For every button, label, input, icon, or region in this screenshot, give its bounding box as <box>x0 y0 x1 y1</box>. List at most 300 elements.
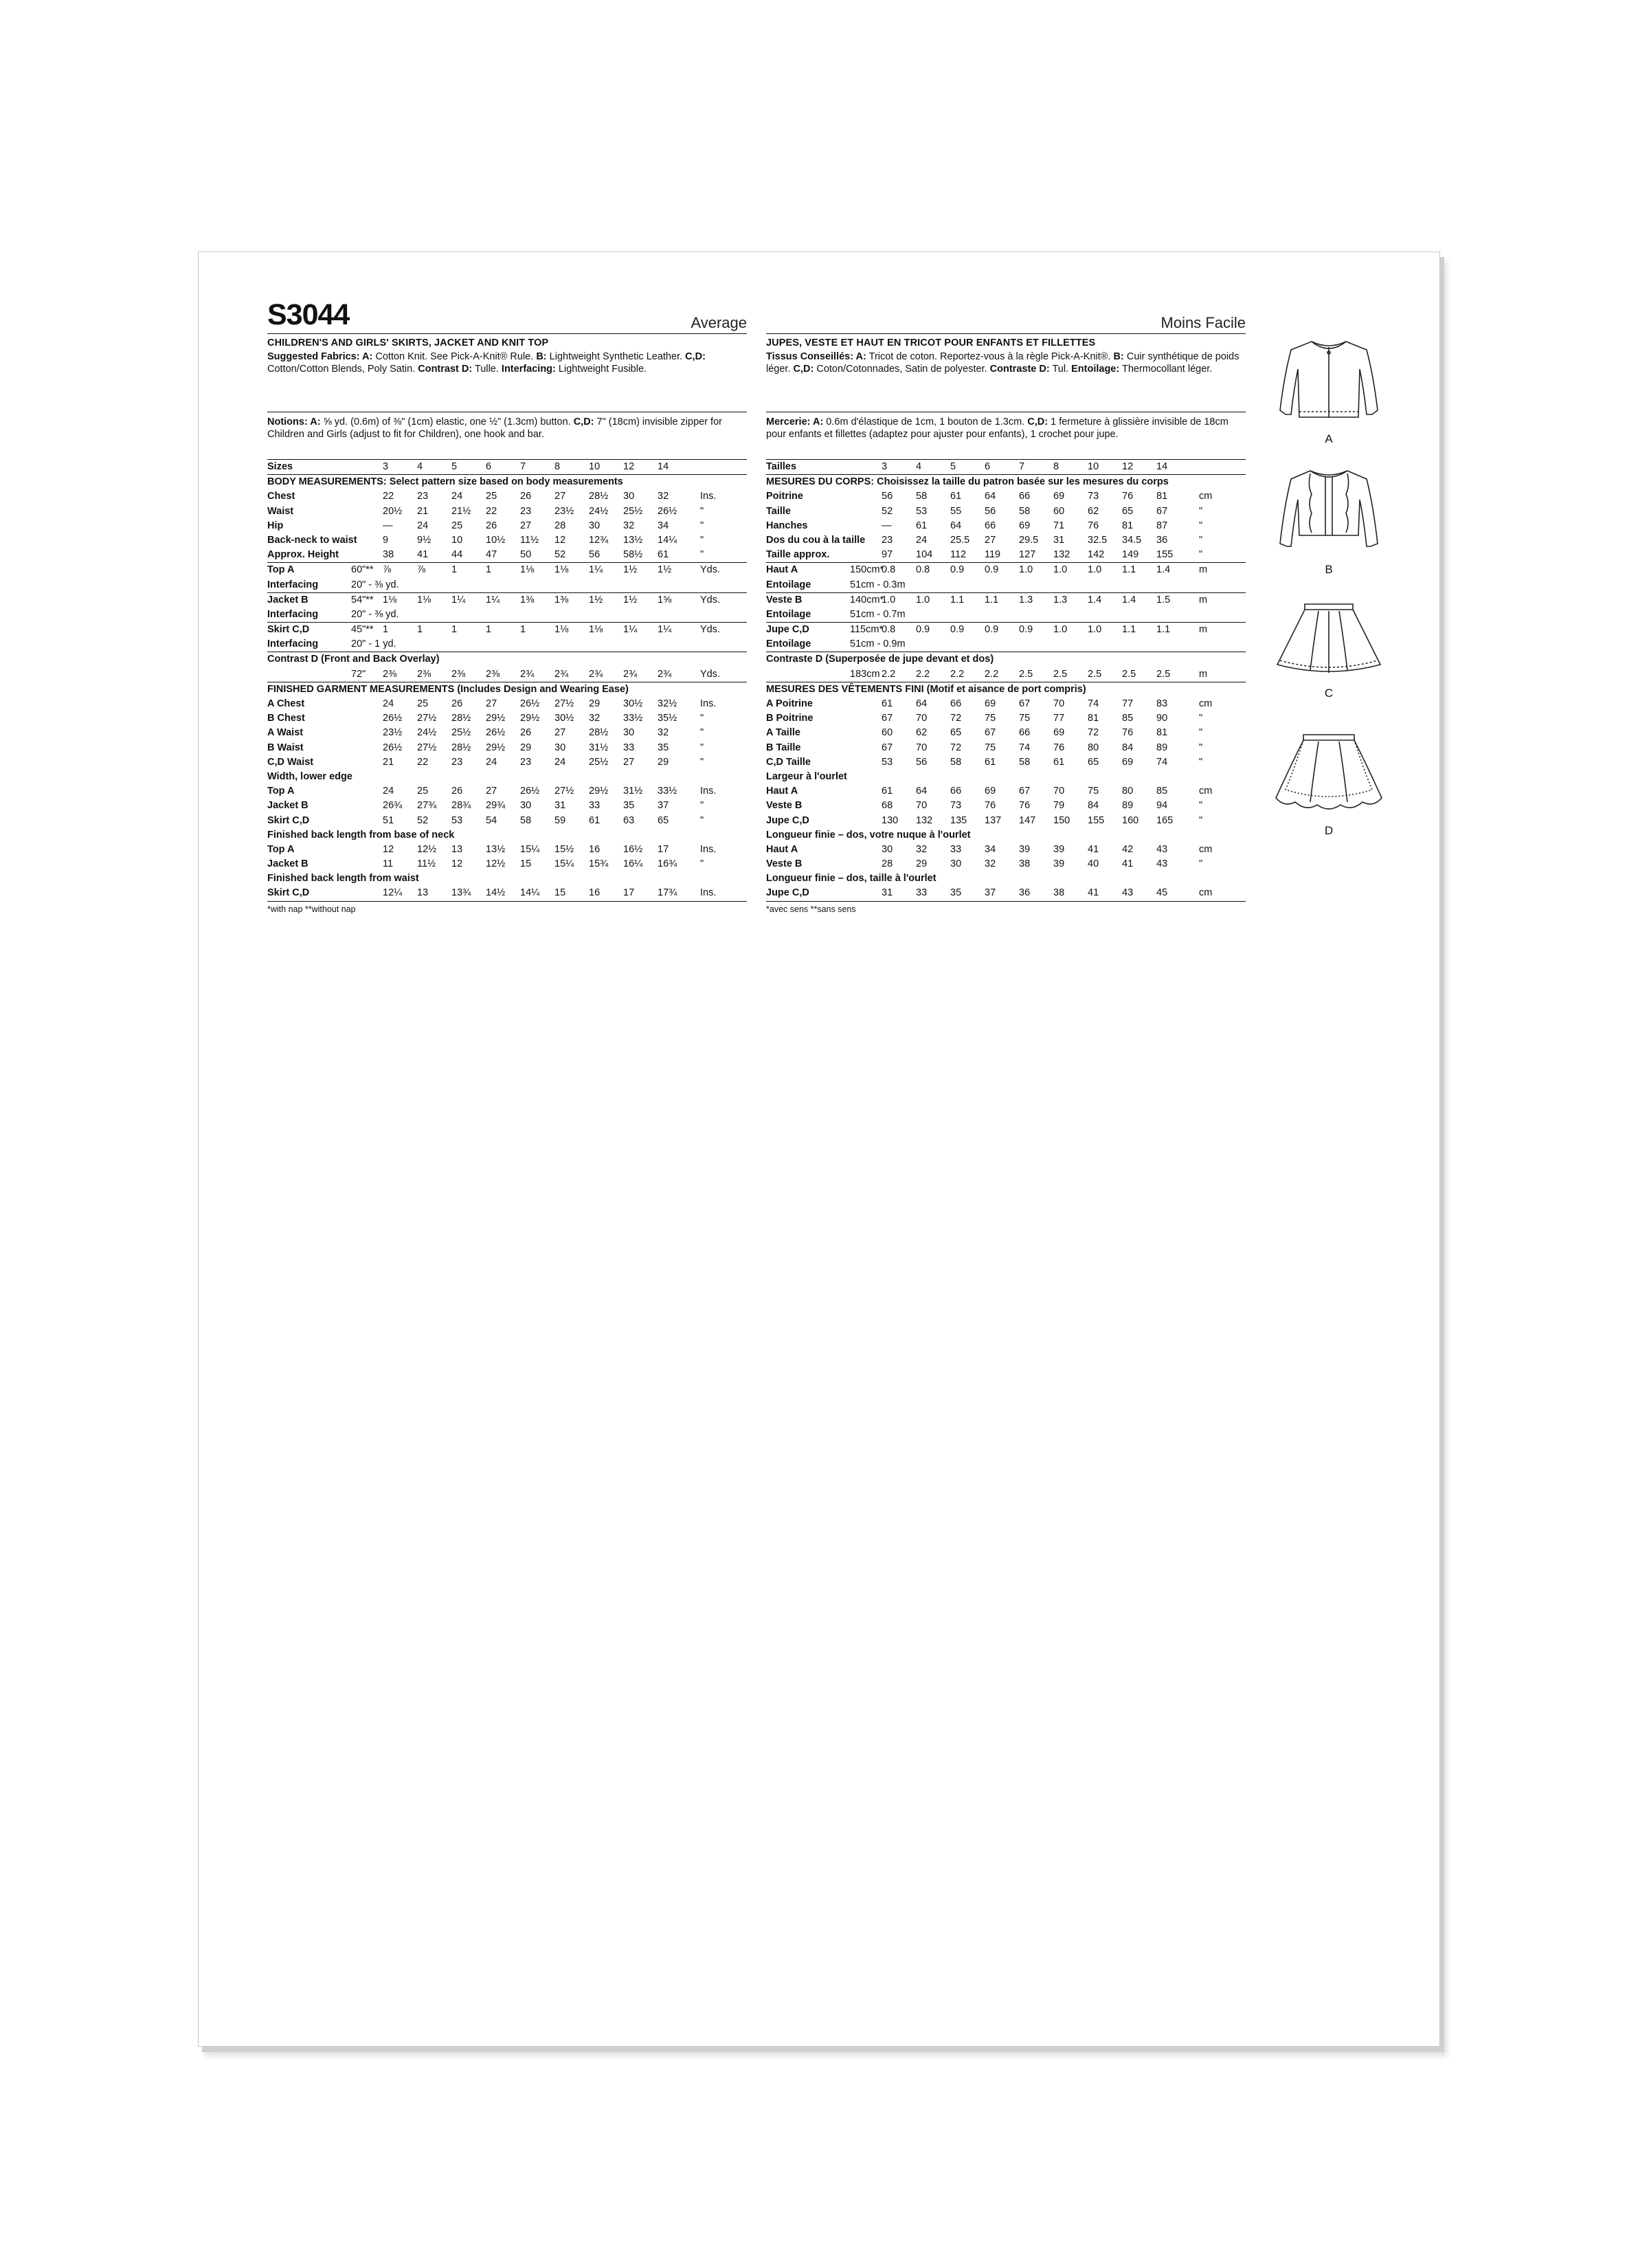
table-row <box>267 843 747 857</box>
table-row <box>267 711 747 726</box>
table-cell: 119 <box>985 549 1001 561</box>
table-cell: 31 <box>554 800 566 812</box>
table-cell: 2¾ <box>520 668 535 680</box>
table-cell: 25.5 <box>950 534 970 546</box>
notions-fr <box>766 412 1246 441</box>
table-cell: ⅞ <box>417 564 426 576</box>
row-label: Haut A <box>766 843 798 855</box>
table-row <box>267 578 747 592</box>
table-cell: 97 <box>882 549 893 561</box>
text: Coton/Cotonnades, Satin de polyester. <box>814 363 990 375</box>
table-cell: m <box>1199 624 1208 636</box>
table-cell: 72 <box>950 713 962 724</box>
table-cell: 75 <box>1019 713 1031 724</box>
table-cell: 27 <box>486 786 497 797</box>
table-cell: 1 <box>486 624 492 636</box>
table-cell: 9½ <box>417 534 431 546</box>
table-cell: 30 <box>589 520 601 531</box>
table-cell: 2.2 <box>916 668 930 680</box>
table-cell: 15¾ <box>589 858 609 870</box>
table-cell: 81 <box>1156 727 1168 739</box>
table-row <box>267 886 747 900</box>
table-cell: 70 <box>916 800 928 812</box>
row-label: Chest <box>267 491 295 502</box>
table-cell: 30½ <box>623 698 643 709</box>
table-cell: 29 <box>520 742 532 753</box>
text: Cotton Knit. See Pick-A-Knit® Rule. <box>372 351 537 362</box>
table-cell: 29½ <box>589 786 609 797</box>
table-cell: 32 <box>658 727 669 739</box>
suggested-fabrics <box>267 351 747 375</box>
row-label: B Chest <box>267 713 305 724</box>
table-cell: 75 <box>985 713 996 724</box>
table-cell: 26½ <box>383 713 403 724</box>
row-label: Width, lower edge <box>267 770 352 782</box>
table-cell: 81 <box>1122 520 1134 531</box>
table-cell: 87 <box>1156 520 1168 531</box>
table-row <box>267 755 747 770</box>
table-cell: 67 <box>985 727 996 739</box>
table-cell: 89 <box>1122 800 1134 812</box>
table-cell: 14¼ <box>658 534 677 546</box>
table-row <box>766 533 1246 548</box>
table-cell: 30 <box>882 843 893 855</box>
table-cell: 62 <box>916 727 928 739</box>
text: Tul. <box>1049 363 1072 375</box>
table-cell: 35½ <box>658 713 677 724</box>
table-row <box>766 871 1246 886</box>
table-cell: 64 <box>950 520 962 531</box>
table-cell: 37 <box>985 887 996 899</box>
table-cell: 70 <box>916 713 928 724</box>
table-cell: 1½ <box>589 594 603 605</box>
pattern-code: S3044 <box>267 298 350 331</box>
table-cell: 1.0 <box>1053 624 1068 636</box>
row-label: Finished back length from base of neck <box>267 829 455 841</box>
table-cell: 83 <box>1156 698 1168 709</box>
table-cell: 1 <box>417 624 423 636</box>
table-cell: 2.5 <box>1156 668 1171 680</box>
table-cell: 10½ <box>486 534 506 546</box>
table-cell: 53 <box>451 814 463 826</box>
table-cell: 26½ <box>658 505 677 517</box>
table-cell: 42 <box>1122 843 1134 855</box>
table-cell: 31 <box>1053 534 1065 546</box>
bold-label: C,D: <box>793 363 814 375</box>
text: Cotton/Cotton Blends, Poly Satin. <box>267 363 418 375</box>
table-cell: 69 <box>1053 491 1065 502</box>
table-cell: 4 <box>417 461 423 472</box>
table-cell: 59 <box>554 814 566 826</box>
table-cell: 142 <box>1088 549 1105 561</box>
row-label: Interfacing <box>267 608 319 620</box>
table-cell: 51 <box>383 814 394 826</box>
table-cell: " <box>1199 534 1203 546</box>
table-cell: 34 <box>658 520 669 531</box>
row-label: Jacket B <box>267 800 309 812</box>
table-cell: 61 <box>882 698 893 709</box>
table-cell: 58 <box>520 814 532 826</box>
table-cell: 13½ <box>486 843 506 855</box>
table-cell: 2.5 <box>1122 668 1136 680</box>
table-cell: 72" <box>351 668 366 680</box>
table-cell: 76 <box>1122 491 1134 502</box>
table-cell: 12¾ <box>589 534 609 546</box>
table-cell: 28½ <box>451 742 471 753</box>
row-label: Hip <box>267 520 284 531</box>
bold-label: B: <box>536 351 547 362</box>
table-cell: 25 <box>451 520 463 531</box>
table-cell: 6 <box>985 461 991 472</box>
table-cell: 24 <box>916 534 928 546</box>
table-cell: 10 <box>1088 461 1099 472</box>
bold-label: Interfacing: <box>501 363 556 375</box>
table-cell: 11 <box>383 858 394 870</box>
row-label: Veste B <box>766 858 803 870</box>
skirt-c-drawing <box>1270 596 1387 685</box>
table-cell: 1 <box>520 624 526 636</box>
text: Lightweight Fusible. <box>555 363 647 375</box>
table-cell: 112 <box>950 549 967 561</box>
bold-label: Contraste D: <box>989 363 1050 375</box>
table-row <box>766 799 1246 813</box>
table-cell: 1.4 <box>1156 564 1171 576</box>
row-label: Entoilage <box>766 638 811 650</box>
bold-label: Entoilage: <box>1071 363 1120 375</box>
table-cell: " <box>1199 713 1203 724</box>
table-cell: 0.9 <box>985 624 999 636</box>
table-cell: 73 <box>1088 491 1099 502</box>
table-cell: 11½ <box>417 858 436 870</box>
table-row <box>766 755 1246 770</box>
table-cell: 29 <box>589 698 601 709</box>
table-cell: 1.4 <box>1122 594 1136 605</box>
table-cell: 26 <box>520 727 532 739</box>
table-cell: 12 <box>383 843 394 855</box>
table-cell: 5 <box>950 461 956 472</box>
table-cell: 29½ <box>486 742 506 753</box>
text: Thermocollant léger. <box>1119 363 1213 375</box>
table-cell: 75 <box>1088 786 1099 797</box>
table-cell: 45"** <box>351 624 374 636</box>
table-row <box>267 504 747 519</box>
table-cell: 25 <box>486 491 497 502</box>
table-cell: 29 <box>916 858 928 870</box>
table-cell: 13 <box>451 843 463 855</box>
table-row <box>267 608 747 622</box>
table-cell: 12 <box>623 461 635 472</box>
row-label: Contrast D (Front and Back Overlay) <box>267 654 440 665</box>
table-cell: 85 <box>1156 786 1168 797</box>
table-cell: Ins. <box>700 887 717 899</box>
table-cell: 27 <box>554 727 566 739</box>
table-cell: 84 <box>1122 742 1134 753</box>
table-cell: " <box>1199 727 1203 739</box>
table-cell: 21½ <box>451 505 471 517</box>
skirt-d-drawing <box>1270 726 1387 823</box>
row-label: Hanches <box>766 520 808 531</box>
table-cell: 62 <box>1088 505 1099 517</box>
row-label: A Poitrine <box>766 698 813 709</box>
table-cell: 66 <box>1019 727 1031 739</box>
table-cell: 16 <box>589 843 601 855</box>
knit-top-drawing <box>1270 328 1387 431</box>
table-cell: " <box>1199 814 1203 826</box>
table-cell: 7 <box>520 461 526 472</box>
table-cell: 1⅛ <box>520 564 535 576</box>
header-fr <box>766 303 1246 334</box>
view-label-a: A <box>1325 432 1333 445</box>
table-cell: 76 <box>985 800 996 812</box>
table-cell: 47 <box>486 549 497 561</box>
row-label: Skirt C,D <box>267 814 310 826</box>
table-cell: 1.0 <box>1088 564 1102 576</box>
row-label: B Waist <box>267 742 304 753</box>
table-cell: 1.3 <box>1019 594 1033 605</box>
table-cell: 15¼ <box>554 858 574 870</box>
table-cell: 76 <box>1053 742 1065 753</box>
table-cell: 32 <box>589 713 601 724</box>
table-cell: 2¾ <box>589 668 603 680</box>
table-cell: 74 <box>1019 742 1031 753</box>
bold-label: C,D: <box>1027 416 1048 427</box>
table-cell: 140cm* <box>850 594 884 605</box>
table-cell: 10 <box>451 534 463 546</box>
text: 1 fermeture à glissière invisible de 18cm pour enfants et fillettes (adaptez pour ajuster pour enfants), 1 crochet pour jupe. <box>766 416 1229 440</box>
row-label: BODY MEASUREMENTS: Select pattern size based on body measurements <box>267 476 623 488</box>
row-label: Taille <box>766 505 791 517</box>
table-cell: 2.2 <box>985 668 999 680</box>
table-cell: 85 <box>1122 713 1134 724</box>
table-cell: " <box>700 800 704 812</box>
table-row <box>267 592 747 608</box>
view-label-b: B <box>1325 563 1333 576</box>
table-cell: 15 <box>520 858 532 870</box>
table-cell: 1½ <box>623 564 638 576</box>
table-cell: " <box>1199 858 1203 870</box>
table-cell: 25½ <box>589 756 609 768</box>
table-cell: 32½ <box>658 698 677 709</box>
table-cell: 69 <box>1019 520 1031 531</box>
table-cell: 24 <box>451 491 463 502</box>
table-cell: 23½ <box>383 727 403 739</box>
table-cell: cm <box>1199 698 1213 709</box>
table-cell: 1¼ <box>486 594 500 605</box>
table-cell: 58 <box>1019 756 1031 768</box>
table-cell: 70 <box>1053 698 1065 709</box>
table-cell: 1 <box>486 564 492 576</box>
table-cell: 23½ <box>554 505 574 517</box>
table-row <box>766 592 1246 608</box>
measurements-table-fr <box>766 459 1246 902</box>
table-cell: 22 <box>417 756 429 768</box>
table-cell: " <box>700 742 704 753</box>
table-cell: 69 <box>985 786 996 797</box>
table-cell: 40 <box>1088 858 1099 870</box>
table-cell: 56 <box>589 549 601 561</box>
row-label: A Taille <box>766 727 800 739</box>
table-cell: 14 <box>1156 461 1168 472</box>
table-cell: 15 <box>554 887 566 899</box>
table-cell: 66 <box>1019 491 1031 502</box>
row-label: B Poitrine <box>766 713 814 724</box>
table-cell: 21 <box>417 505 429 517</box>
table-cell: 0.8 <box>882 564 896 576</box>
table-cell: 76 <box>1019 800 1031 812</box>
table-cell: 2¾ <box>658 668 672 680</box>
difficulty-level-fr: Moins Facile <box>1160 314 1246 331</box>
row-label: Skirt C,D <box>267 887 310 899</box>
row-label: Longueur finie – dos, taille à l'ourlet <box>766 873 936 885</box>
table-cell: 28 <box>554 520 566 531</box>
table-cell: 32.5 <box>1088 534 1108 546</box>
table-cell: 1.3 <box>1053 594 1068 605</box>
table-cell: 26¾ <box>383 800 403 812</box>
table-cell: 67 <box>1156 505 1168 517</box>
table-cell: 23 <box>520 756 532 768</box>
table-cell: 58 <box>1019 505 1031 517</box>
table-cell: 2⅜ <box>486 668 500 680</box>
table-cell: cm <box>1199 887 1213 899</box>
table-cell: 30½ <box>554 713 574 724</box>
table-cell: 39 <box>1019 843 1031 855</box>
row-label: Jacket B <box>267 858 309 870</box>
view-a-knit-top <box>1270 328 1387 446</box>
table-row <box>267 770 747 784</box>
table-cell: 26 <box>486 520 497 531</box>
table-row <box>267 548 747 562</box>
table-cell: 14½ <box>486 887 506 899</box>
table-row <box>766 828 1246 843</box>
table-cell: 6 <box>486 461 492 472</box>
table-cell: 74 <box>1088 698 1099 709</box>
table-cell: 24 <box>486 756 497 768</box>
table-row <box>267 519 747 533</box>
suggested-fabrics-fr <box>766 351 1246 375</box>
table-cell: 5 <box>451 461 458 472</box>
table-cell: 1.4 <box>1088 594 1102 605</box>
table-cell: 26½ <box>486 727 506 739</box>
table-cell: 15½ <box>554 843 574 855</box>
table-cell: 29½ <box>520 713 540 724</box>
table-cell: " <box>700 534 704 546</box>
table-cell: 84 <box>1088 800 1099 812</box>
table-cell: 2¾ <box>623 668 638 680</box>
table-cell: 27½ <box>417 713 437 724</box>
table-row <box>267 460 747 475</box>
table-cell: 183cm <box>850 668 880 680</box>
table-cell: 65 <box>1122 505 1134 517</box>
table-cell: 66 <box>950 698 962 709</box>
table-cell: 65 <box>950 727 962 739</box>
table-cell: 70 <box>916 742 928 753</box>
table-row <box>267 475 747 489</box>
row-label: Skirt C,D <box>267 624 310 636</box>
table-cell: 70 <box>1053 786 1065 797</box>
table-cell: 66 <box>985 520 996 531</box>
table-cell: 23 <box>882 534 893 546</box>
table-cell: 12 <box>554 534 566 546</box>
table-row <box>766 504 1246 519</box>
table-row <box>766 784 1246 799</box>
table-cell: 58 <box>916 491 928 502</box>
table-cell: 30 <box>623 727 635 739</box>
table-cell: 1⅛ <box>417 594 431 605</box>
view-label-c: C <box>1324 687 1334 700</box>
difficulty-level: Average <box>691 314 747 331</box>
row-label: Jupe C,D <box>766 887 809 899</box>
table-row <box>766 814 1246 828</box>
text: 0.6m d'élastique de 1cm, 1 bouton de 1.3cm. <box>823 416 1028 427</box>
table-cell: 56 <box>882 491 893 502</box>
table-cell: 33 <box>623 742 635 753</box>
table-cell: " <box>700 814 704 826</box>
table-cell: 0.8 <box>882 624 896 636</box>
table-cell: 1⅛ <box>383 594 397 605</box>
table-cell: 41 <box>1088 843 1099 855</box>
row-label: Veste B <box>766 800 803 812</box>
table-cell: 0.9 <box>950 624 965 636</box>
table-cell: " <box>700 858 704 870</box>
table-cell: 67 <box>1019 786 1031 797</box>
row-label: Sizes <box>267 461 293 472</box>
table-row <box>267 726 747 740</box>
table-cell: Yds. <box>700 624 721 636</box>
table-cell: 60 <box>882 727 893 739</box>
table-cell: 13½ <box>623 534 643 546</box>
table-row <box>766 622 1246 637</box>
table-row <box>766 608 1246 622</box>
row-label: MESURES DU CORPS: Choisissez la taille du patron basée sur les mesures du corps <box>766 476 1169 488</box>
table-cell: 2⅜ <box>383 668 397 680</box>
table-cell: 1.0 <box>1019 564 1033 576</box>
row-label: Haut A <box>766 786 798 797</box>
notions <box>267 412 747 441</box>
table-cell: 150 <box>1053 814 1070 826</box>
table-cell: 24½ <box>589 505 609 517</box>
table-cell: 149 <box>1122 549 1139 561</box>
table-cell: 43 <box>1156 858 1168 870</box>
table-cell: 147 <box>1019 814 1036 826</box>
table-cell: 32 <box>985 858 996 870</box>
table-cell: 12 <box>451 858 463 870</box>
table-cell: 24 <box>383 698 394 709</box>
table-cell: — <box>383 520 393 531</box>
view-d-skirt-overlay <box>1270 726 1387 838</box>
table-cell: 31 <box>882 887 893 899</box>
table-cell: 58½ <box>623 549 643 561</box>
table-row <box>267 652 747 667</box>
table-row <box>267 562 747 577</box>
table-cell: 8 <box>1053 461 1059 472</box>
table-cell: 41 <box>417 549 429 561</box>
table-row <box>766 475 1246 489</box>
table-cell: 65 <box>658 814 669 826</box>
row-label: Jupe C,D <box>766 814 809 826</box>
table-cell: 33 <box>950 843 962 855</box>
table-cell: 30 <box>520 800 532 812</box>
table-cell: 26½ <box>520 698 540 709</box>
table-cell: cm <box>1199 786 1213 797</box>
row-label: Largeur à l'ourlet <box>766 770 847 782</box>
table-cell: 16½ <box>623 843 643 855</box>
row-label: Entoilage <box>766 608 811 620</box>
table-cell: 1.1 <box>950 594 965 605</box>
table-cell: 29½ <box>486 713 506 724</box>
table-cell: 34.5 <box>1122 534 1142 546</box>
table-row <box>267 533 747 548</box>
table-cell: " <box>1199 520 1203 531</box>
